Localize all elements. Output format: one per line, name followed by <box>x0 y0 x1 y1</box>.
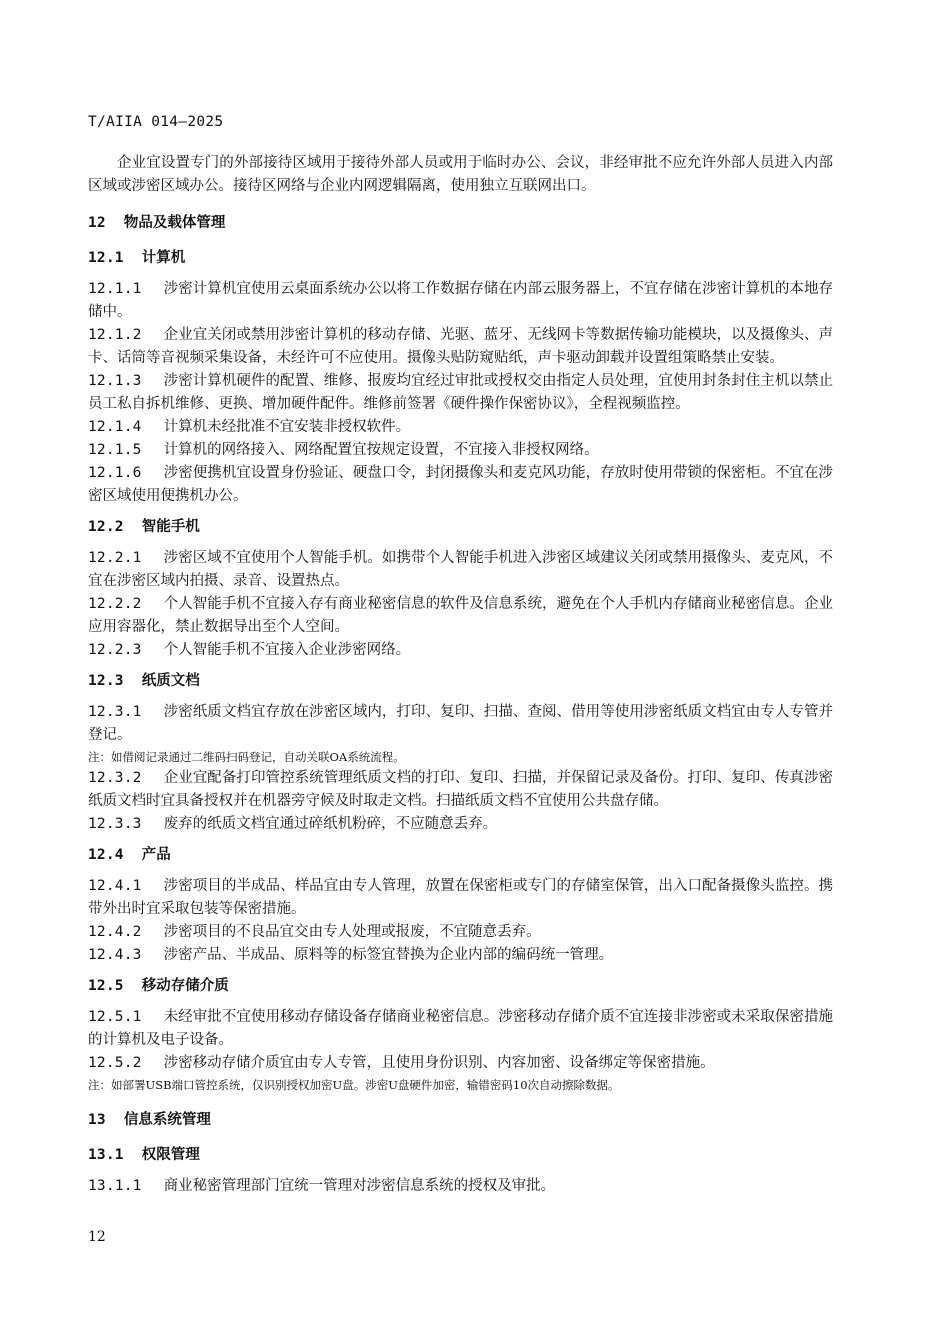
subsection-heading-12-2 <box>88 516 833 539</box>
clause-number: 12.1.6 <box>88 465 142 481</box>
clause-number: 12.2.2 <box>88 596 142 612</box>
subsection-number: 12.4 <box>88 847 124 863</box>
clause-12-1-1 <box>88 278 833 324</box>
clause-12-2-2 <box>88 593 833 639</box>
clause-number: 12.1.4 <box>88 419 142 435</box>
clause-text: 未经审批不宜使用移动存储设备存储商业秘密信息。涉密移动存储介质不宜连接非涉密或未采取保密措施的计算机及电子设备。 <box>88 1009 833 1048</box>
clause-text: 涉密项目的半成品、样品宜由专人管理，放置在保密柜或专门的存储室保管，出入口配备摄像头监控。携带外出时宜采取包装等保密措施。 <box>88 878 833 917</box>
clause-text: 涉密移动存储介质宜由专人专管，且使用身份识别、内容加密、设备绑定等保密措施。 <box>163 1055 715 1071</box>
section-number: 12 <box>88 215 106 231</box>
clause-12-5-1 <box>88 1006 833 1052</box>
subsection-heading-12-1 <box>88 247 833 270</box>
subsection-number: 12.2 <box>88 519 124 535</box>
clause-text: 计算机未经批准不宜安装非授权软件。 <box>163 419 411 435</box>
clause-text: 涉密纸质文档宜存放在涉密区域内，打印、复印、扫描、查阅、借用等使用涉密纸质文档宜由专人专管并登记。 <box>88 704 833 743</box>
note-12-5: 注：如部署USB端口管控系统，仅识别授权加密U盘。涉密U盘硬件加密，输错密码10次自动擦除数据。 <box>88 1078 620 1092</box>
subsection-number: 13.1 <box>88 1147 124 1163</box>
subsection-title: 智能手机 <box>141 519 200 535</box>
subsection-heading-12-3 <box>88 670 833 693</box>
subsection-heading-13-1 <box>88 1144 833 1167</box>
clause-12-4-2 <box>88 921 833 944</box>
clause-12-1-5 <box>88 439 833 462</box>
clause-12-1-2 <box>88 324 833 370</box>
clause-number: 12.5.1 <box>88 1009 142 1025</box>
clause-number: 12.4.1 <box>88 878 142 894</box>
clause-text: 涉密项目的不良品宜交由专人处理或报废，不宜随意丢弃。 <box>163 924 541 940</box>
subsection-title: 移动存储介质 <box>141 978 229 994</box>
page-content <box>88 152 833 1198</box>
subsection-title: 权限管理 <box>141 1147 200 1163</box>
page-number: 12 <box>88 1229 106 1245</box>
clause-number: 12.3.3 <box>88 816 142 832</box>
subsection-title: 计算机 <box>141 250 186 266</box>
clause-12-4-3 <box>88 944 833 967</box>
clause-text: 涉密便携机宜设置身份验证、硬盘口令，封闭摄像头和麦克风功能，存放时使用带锁的保密柜。不宜在涉密区域使用便携机办公。 <box>88 465 833 504</box>
clause-12-1-6 <box>88 462 833 508</box>
subsection-number: 12.5 <box>88 978 124 994</box>
clause-text: 商业秘密管理部门宜统一管理对涉密信息系统的授权及审批。 <box>163 1178 556 1194</box>
clause-text: 个人智能手机不宜接入存有商业秘密信息的软件及信息系统，避免在个人手机内存储商业秘密信息。企业应用容器化，禁止数据导出至个人空间。 <box>88 596 833 635</box>
clause-12-2-3 <box>88 639 833 662</box>
clause-number: 12.1.3 <box>88 373 142 389</box>
clause-text: 个人智能手机不宜接入企业涉密网络。 <box>163 642 411 658</box>
clause-12-3-3 <box>88 813 833 836</box>
section-heading-13 <box>88 1109 833 1132</box>
clause-number: 12.3.1 <box>88 704 142 720</box>
clause-12-3-1 <box>88 701 833 747</box>
clause-text: 企业宜关闭或禁用涉密计算机的移动存储、光驱、蓝牙、无线网卡等数据传输功能模块，以及摄像头、声卡、话筒等音视频采集设备，未经许可不应使用。摄像头贴防窥贴纸，声卡驱动卸载并设置组策略禁止安装。 <box>88 327 833 366</box>
clause-text: 涉密产品、半成品、原料等的标签宜替换为企业内部的编码统一管理。 <box>163 947 614 963</box>
clause-number: 12.3.2 <box>88 770 142 786</box>
clause-number: 12.1.2 <box>88 327 142 343</box>
clause-text: 涉密计算机宜使用云桌面系统办公以将工作数据存储在内部云服务器上，不宜存储在涉密计算机的本地存储中。 <box>88 281 833 320</box>
clause-text: 废弃的纸质文档宜通过碎纸机粉碎，不应随意丢弃。 <box>163 816 498 832</box>
subsection-title: 纸质文档 <box>141 673 200 689</box>
clause-number: 12.4.2 <box>88 924 142 940</box>
clause-12-5-2 <box>88 1052 833 1075</box>
section-number: 13 <box>88 1112 106 1128</box>
clause-12-3-2 <box>88 767 833 813</box>
clause-12-2-1 <box>88 547 833 593</box>
subsection-number: 12.3 <box>88 673 124 689</box>
section-heading-12 <box>88 212 833 235</box>
clause-number: 12.4.3 <box>88 947 142 963</box>
clause-12-4-1 <box>88 875 833 921</box>
intro-paragraph: 企业宜设置专门的外部接待区域用于接待外部人员或用于临时办公、会议，非经审批不应允许外部人员进入内部区域或涉密区域办公。接待区网络与企业内网逻辑隔离，使用独立互联网出口。 <box>88 155 833 194</box>
clause-number: 12.2.3 <box>88 642 142 658</box>
clause-number: 12.2.1 <box>88 550 142 566</box>
clause-number: 12.1.5 <box>88 442 142 458</box>
clause-number: 12.5.2 <box>88 1055 142 1071</box>
subsection-number: 12.1 <box>88 250 124 266</box>
section-title: 信息系统管理 <box>123 1112 211 1128</box>
section-title: 物品及载体管理 <box>123 215 226 231</box>
clause-text: 企业宜配备打印管控系统管理纸质文档的打印、复印、扫描，并保留记录及备份。打印、复印、传真涉密纸质文档时宜具备授权并在机器旁守候及时取走文档。扫描纸质文档不宜使用公共盘存储。 <box>88 770 833 809</box>
clause-12-1-4 <box>88 416 833 439</box>
clause-text: 涉密区域不宜使用个人智能手机。如携带个人智能手机进入涉密区域建议关闭或禁用摄像头、麦克风，不宜在涉密区域内拍摄、录音、设置热点。 <box>88 550 833 589</box>
clause-number: 12.1.1 <box>88 281 142 297</box>
note-12-3: 注：如借阅记录通过二维码扫码登记，自动关联OA系统流程。 <box>88 750 405 764</box>
clause-text: 计算机的网络接入、网络配置宜按规定设置，不宜接入非授权网络。 <box>163 442 599 458</box>
clause-12-1-3 <box>88 370 833 416</box>
clause-text: 涉密计算机硬件的配置、维修、报废均宜经过审批或授权交由指定人员处理，宜使用封条封住主机以禁止员工私自拆机维修、更换、增加硬件配件。维修前签署《硬件操作保密协议》，全程视频监控。 <box>88 373 833 412</box>
standard-code: T/AIIA 014—2025 <box>88 114 224 130</box>
clause-13-1-1 <box>88 1175 833 1198</box>
subsection-title: 产品 <box>141 847 171 863</box>
subsection-heading-12-4 <box>88 844 833 867</box>
clause-number: 13.1.1 <box>88 1178 142 1194</box>
subsection-heading-12-5 <box>88 975 833 998</box>
